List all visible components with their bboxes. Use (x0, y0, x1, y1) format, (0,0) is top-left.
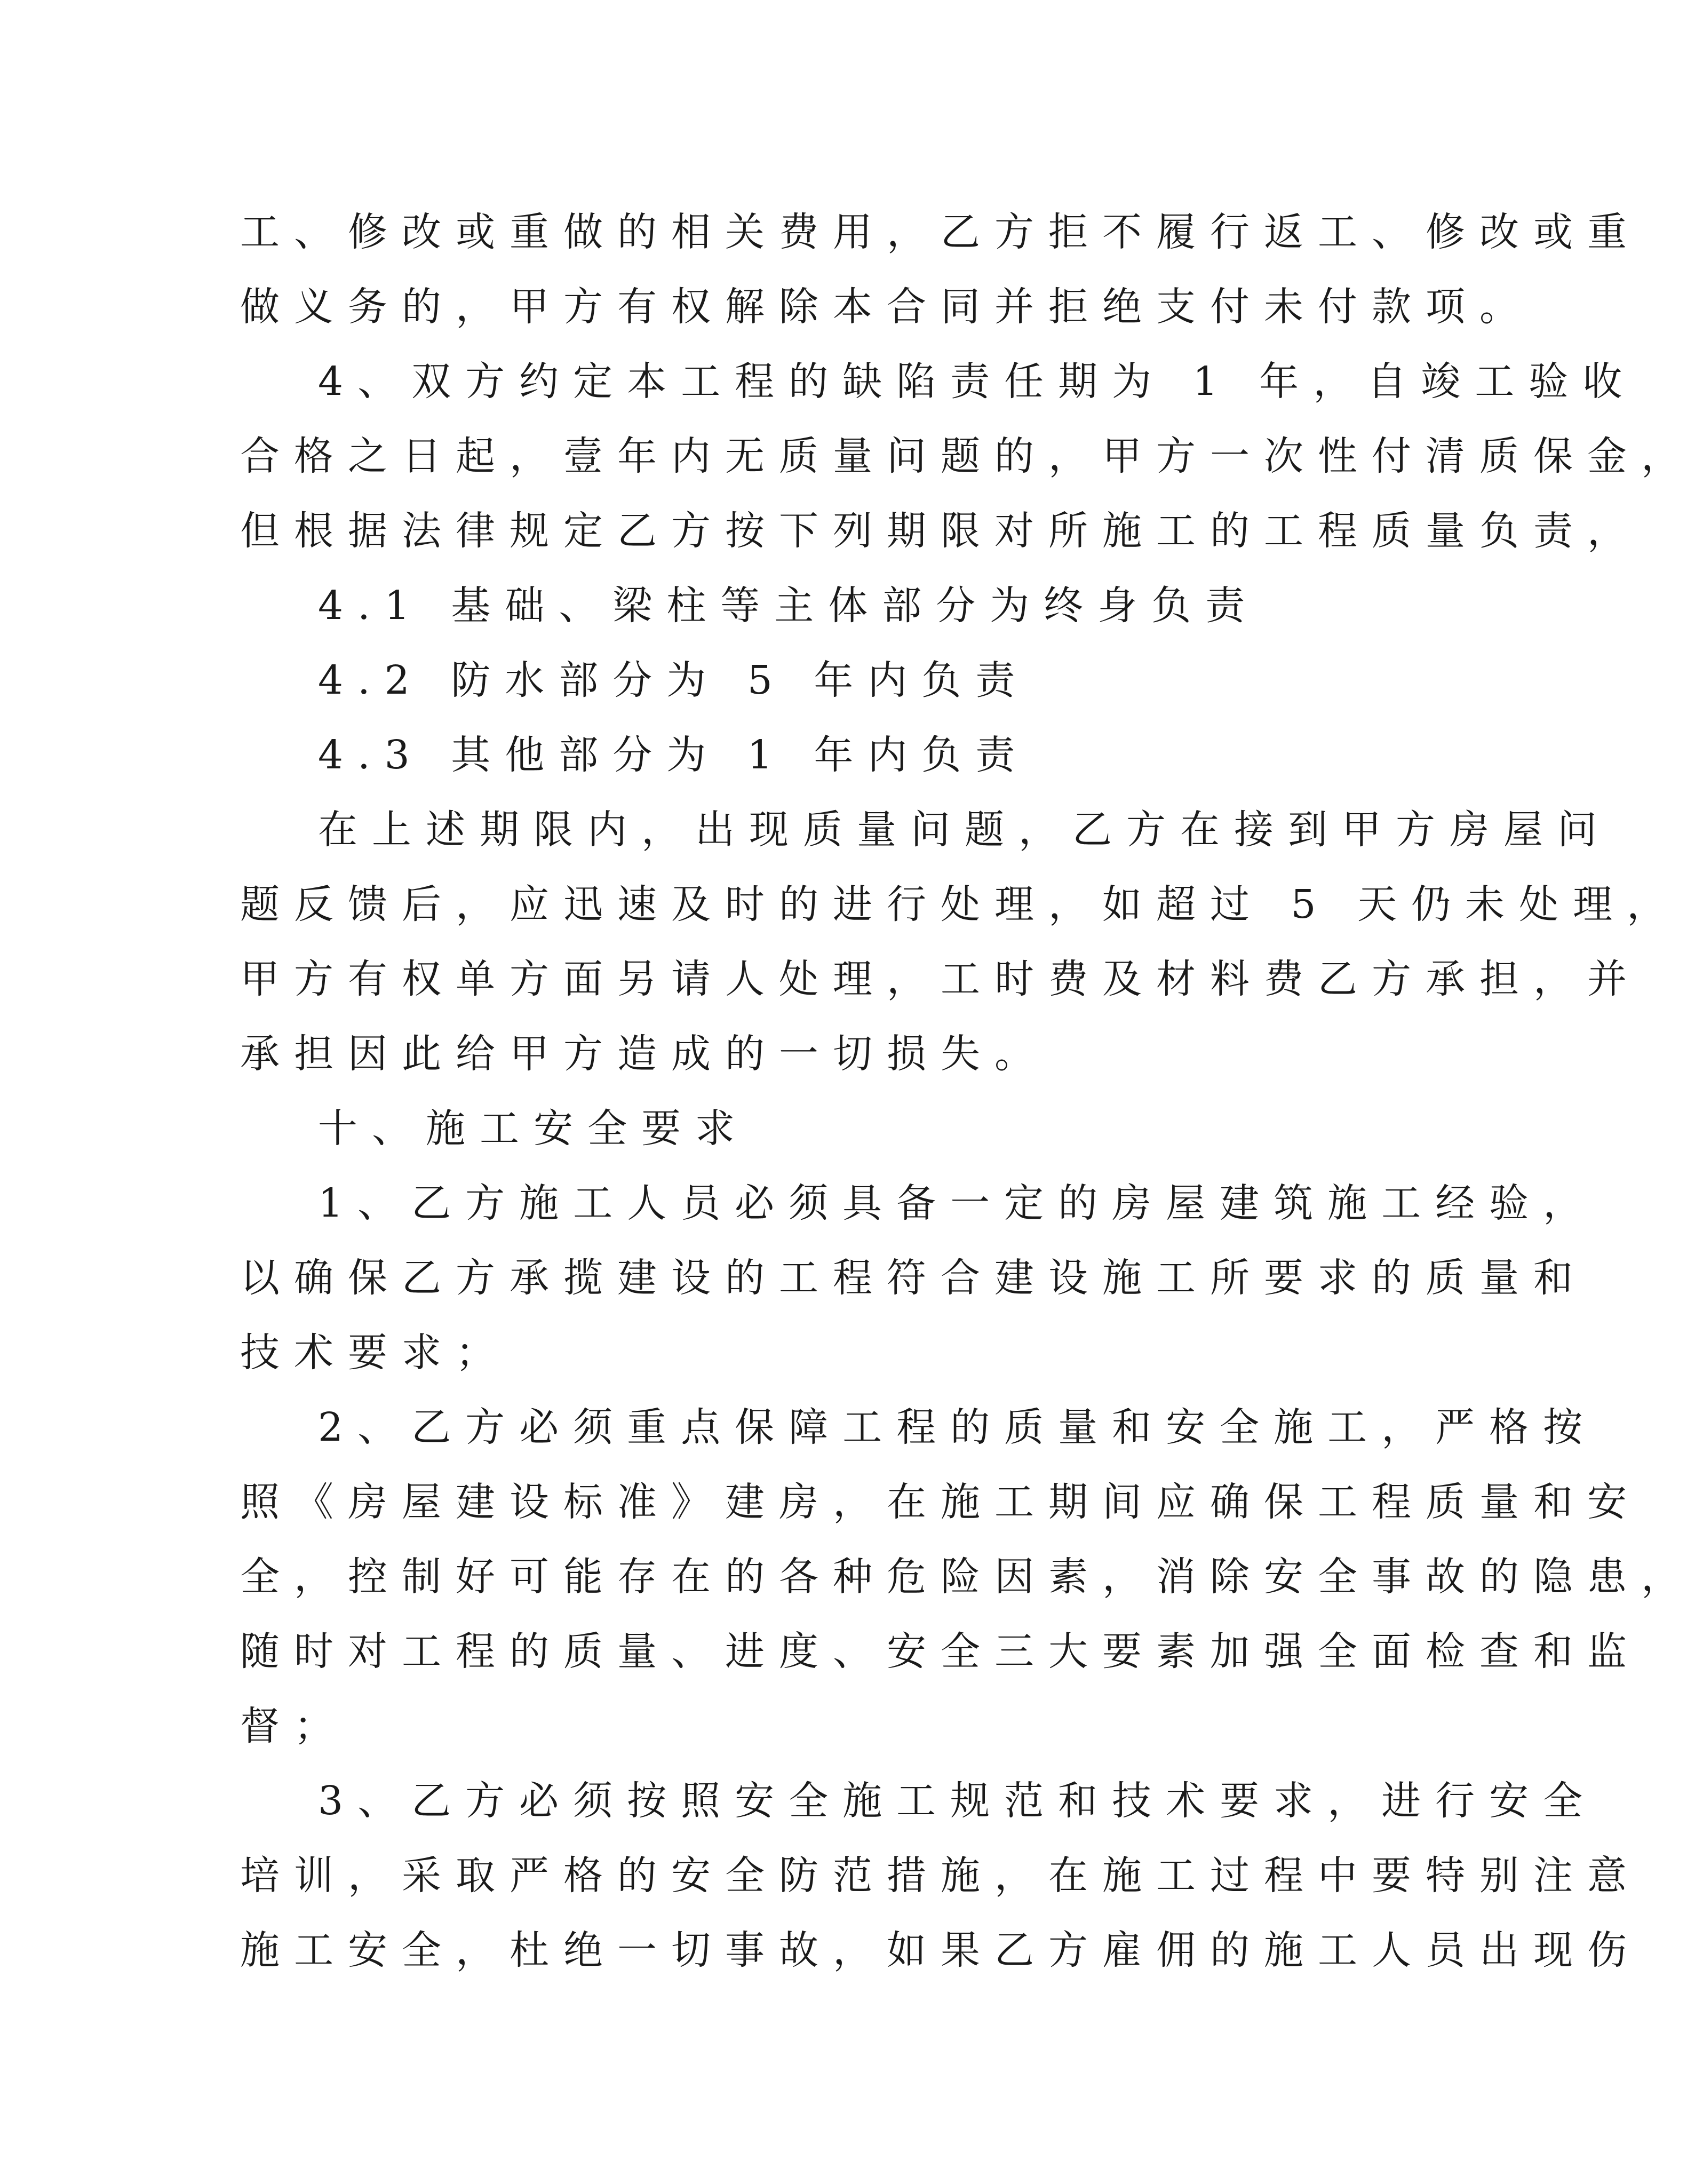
text-line: 全，控制好可能存在的各种危险因素，消除安全事故的隐患， (240, 1554, 1695, 1600)
text-line: 题反馈后，应迅速及时的进行处理，如超过 5 天仍未处理， (240, 881, 1681, 927)
text-line: 以确保乙方承揽建设的工程符合建设施工所要求的质量和 (240, 1255, 1587, 1301)
text-line: 培训，采取严格的安全防范措施，在施工过程中要特别注意 (240, 1853, 1641, 1899)
text-line: 4.1 基础、梁柱等主体部分为终身负责 (318, 583, 1260, 629)
text-line: 但根据法律规定乙方按下列期限对所施工的工程质量负责， (240, 508, 1641, 554)
text-line: 甲方有权单方面另请人处理，工时费及材料费乙方承担，并 (240, 956, 1641, 1002)
text-line: 技术要求； (240, 1330, 510, 1376)
text-line: 3、乙方必须按照安全施工规范和技术要求，进行安全 (318, 1778, 1597, 1824)
text-line: 在上述期限内，出现质量问题，乙方在接到甲方房屋问 (318, 807, 1611, 853)
text-line: 照《房屋建设标准》建房，在施工期间应确保工程质量和安 (240, 1479, 1641, 1525)
text-line: 1、乙方施工人员必须具备一定的房屋建筑施工经验， (318, 1180, 1597, 1226)
text-line: 合格之日起，壹年内无质量问题的，甲方一次性付清质保金， (240, 433, 1695, 479)
text-line: 4、双方约定本工程的缺陷责任期为 1 年，自竣工验收 (318, 359, 1637, 404)
text-line: 4.2 防水部分为 5 年内负责 (318, 657, 1030, 703)
text-line: 2、乙方必须重点保障工程的质量和安全施工，严格按 (318, 1404, 1597, 1450)
text-line: 督； (240, 1703, 348, 1749)
text-line: 做义务的，甲方有权解除本合同并拒绝支付未付款项。 (240, 284, 1533, 330)
text-line: 承担因此给甲方造成的一切损失。 (240, 1031, 1048, 1077)
text-line: 工、修改或重做的相关费用，乙方拒不履行返工、修改或重 (240, 209, 1641, 255)
text-line: 4.3 其他部分为 1 年内负责 (318, 732, 1030, 778)
text-line: 随时对工程的质量、进度、安全三大要素加强全面检查和监 (240, 1629, 1641, 1674)
text-line: 施工安全，杜绝一切事故，如果乙方雇佣的施工人员出现伤 (240, 1927, 1641, 1973)
section-heading: 十、施工安全要求 (318, 1106, 749, 1151)
